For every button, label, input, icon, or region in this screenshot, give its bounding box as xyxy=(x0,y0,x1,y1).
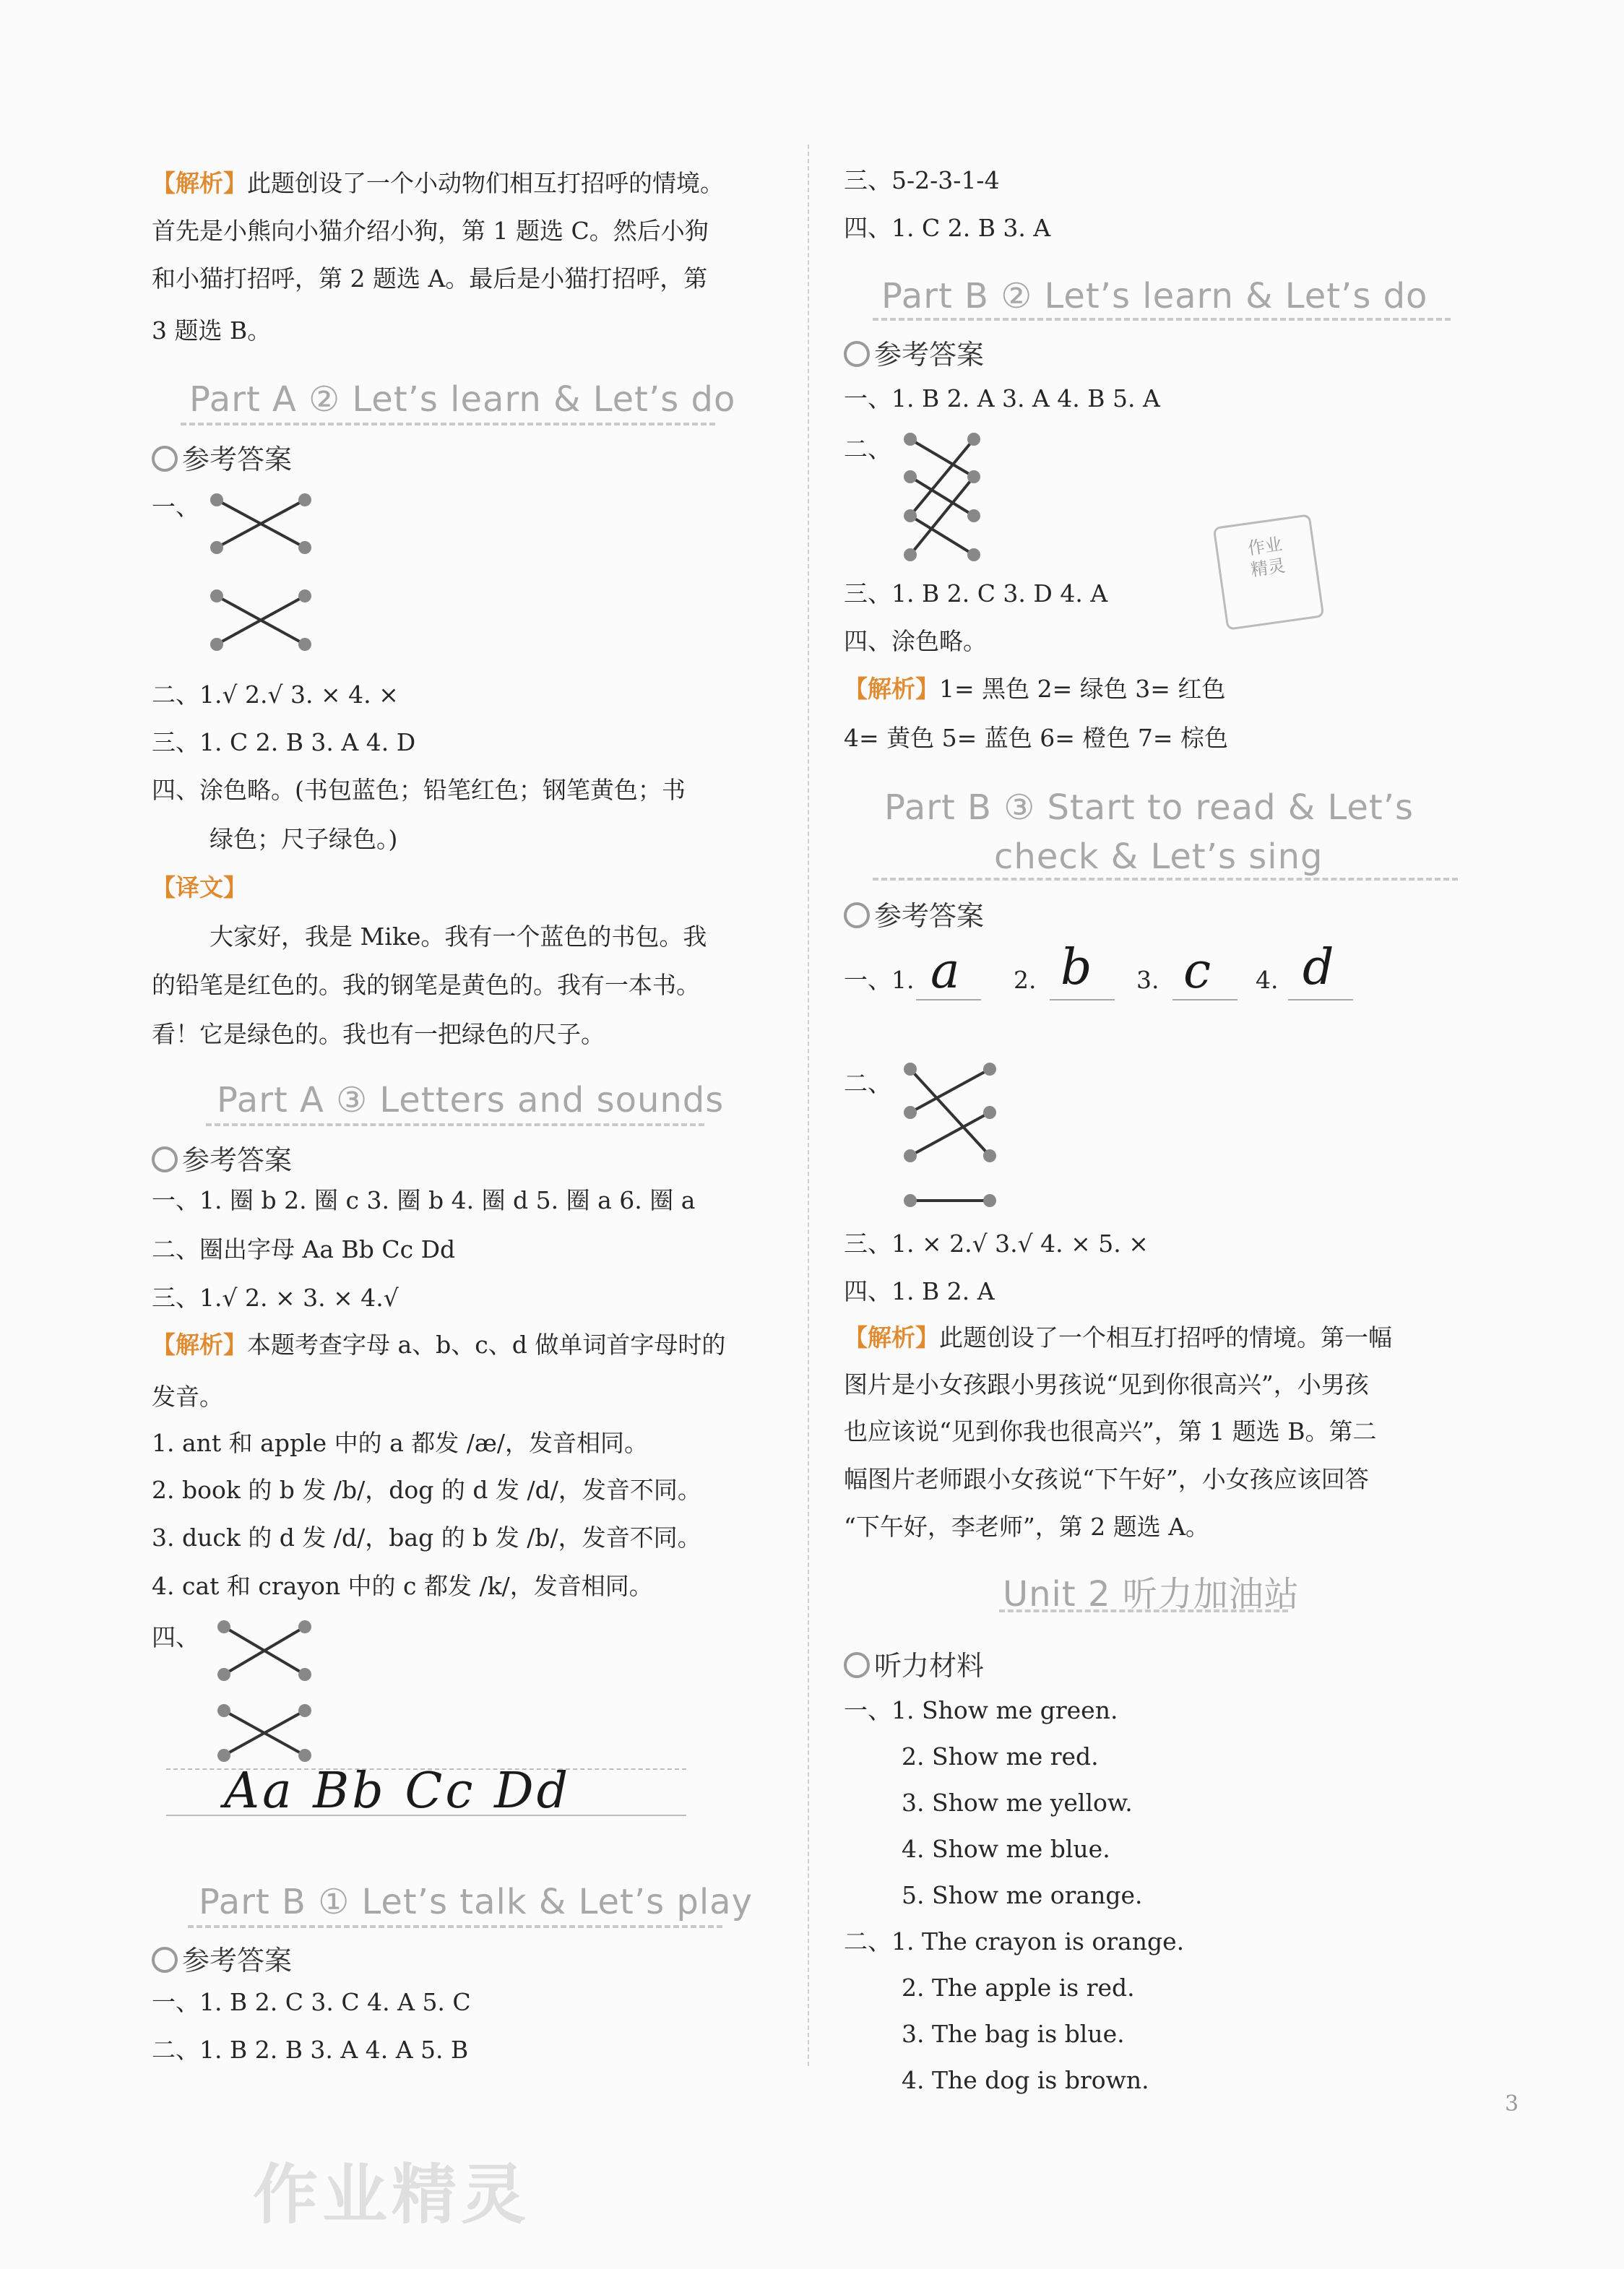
listening-line: 二、1. The crayon is orange. xyxy=(844,1927,1185,1955)
writing-line xyxy=(1288,999,1353,1000)
magnifier-icon xyxy=(152,1947,178,1973)
title-underline xyxy=(206,1123,704,1126)
question-1: 一、1. 圈 b 2. 圈 c 3. 圈 b 4. 圈 d 5. 圈 a 6. 圈 a xyxy=(152,1186,696,1214)
question-1: 一、1. B 2. A 3. A 4. B 5. A xyxy=(844,384,1160,412)
unit-title: Unit 2 听力加油站 xyxy=(1003,1574,1300,1615)
analysis-line: 也应该说“见到你我也很高兴”，第 1 题选 B。第二 xyxy=(844,1417,1377,1445)
handwritten-letter: d xyxy=(1303,939,1334,996)
analysis-item: 2. book 的 b 发 /b/，dog 的 d 发 /d/，发音不同。 xyxy=(152,1476,701,1504)
analysis-line: 和小猫打招呼，第 2 题选 A。最后是小猫打招呼，第 xyxy=(152,264,708,293)
analysis-tag: 【解析】 xyxy=(152,1331,247,1359)
matching-lines-diagram xyxy=(902,432,988,569)
answers-label: 参考答案 xyxy=(874,339,985,371)
listening-line: 2. Show me red. xyxy=(902,1742,1099,1771)
magnifier-icon xyxy=(844,341,870,367)
question-4: 四、1. B 2. A xyxy=(844,1277,995,1305)
section-title-a2: Part A ② Let’s learn & Let’s do xyxy=(189,379,736,420)
question-3: 三、1. C 2. B 3. A 4. D xyxy=(152,728,416,756)
analysis-tag: 【解析】 xyxy=(844,1323,939,1352)
question-2: 二、1.√ 2.√ 3. × 4. × xyxy=(152,680,399,709)
stamp-line: 精灵 xyxy=(1249,555,1287,581)
translation-line: 大家好，我是 Mike。我有一个蓝色的书包。我 xyxy=(210,922,707,951)
page-number: 3 xyxy=(1505,2091,1519,2117)
magnifier-icon xyxy=(844,1652,870,1678)
question-4-cont: 绿色；尺子绿色。) xyxy=(210,825,398,853)
analysis-line: 图片是小女孩跟小男孩说“见到你很高兴”，小男孩 xyxy=(844,1370,1369,1399)
analysis-line xyxy=(152,168,724,199)
title-underline xyxy=(999,1609,1288,1612)
title-underline xyxy=(873,318,1451,321)
listening-line: 4. The dog is brown. xyxy=(902,2066,1149,2094)
listening-line: 4. Show me blue. xyxy=(902,1835,1110,1863)
analysis-tag: 【解析】 xyxy=(152,169,247,197)
listening-line: 3. Show me yellow. xyxy=(902,1789,1133,1817)
matching-lines-diagram xyxy=(902,1062,1010,1214)
analysis-item: 1. ant 和 apple 中的 a 都发 /æ/，发音相同。 xyxy=(152,1429,649,1457)
handwritten-letters: Aa Bb Cc Dd xyxy=(224,1763,571,1820)
stamp-logo xyxy=(1213,514,1325,631)
magnifier-icon xyxy=(152,446,178,472)
listening-line: 3. The bag is blue. xyxy=(902,2020,1125,2048)
title-underline xyxy=(873,878,1458,881)
stamp-line: 作业 xyxy=(1246,534,1284,559)
question-4: 四、涂色略。(书包蓝色；铅笔红色；钢笔黄色；书 xyxy=(152,776,686,804)
question-4-label: 四、 xyxy=(152,1623,199,1651)
question-4: 四、涂色略。 xyxy=(844,627,987,655)
analysis-line xyxy=(152,1329,725,1361)
section-title-b3-line1: Part B ③ Start to read & Let’s xyxy=(884,787,1414,828)
writing-line xyxy=(1050,999,1115,1000)
question-1-label: 一、1. xyxy=(844,966,915,994)
handwritten-letter: a xyxy=(930,943,960,1000)
analysis-item: 4. cat 和 crayon 中的 c 都发 /k/，发音相同。 xyxy=(152,1572,653,1600)
analysis-line: 首先是小熊向小猫介绍小狗，第 1 题选 C。然后小狗 xyxy=(152,217,709,245)
question-3: 三、1. B 2. C 3. D 4. A xyxy=(844,579,1108,608)
question-1-label: 一、 xyxy=(152,493,199,521)
analysis-text: 此题创设了一个相互打招呼的情境。第一幅 xyxy=(939,1323,1392,1352)
answers-label: 参考答案 xyxy=(874,900,985,932)
question-3: 三、1.√ 2. × 3. × 4.√ xyxy=(152,1284,399,1312)
item-number: 4. xyxy=(1256,966,1279,994)
analysis-line: 4= 黄色 5= 蓝色 6= 橙色 7= 棕色 xyxy=(844,724,1229,752)
question-2-label: 二、 xyxy=(844,1069,891,1097)
question-1: 一、1. B 2. C 3. C 4. A 5. C xyxy=(152,1988,471,2016)
title-underline xyxy=(181,423,715,425)
section-title-a3: Part A ③ Letters and sounds xyxy=(217,1080,725,1120)
title-underline xyxy=(188,1925,722,1928)
analysis-line: 幅图片老师跟小女孩说“下午好”，小女孩应该回答 xyxy=(844,1465,1369,1493)
analysis-text: 此题创设了一个小动物们相互打招呼的情境。 xyxy=(247,169,724,197)
question-2: 二、圈出字母 Aa Bb Cc Dd xyxy=(152,1235,456,1263)
magnifier-icon xyxy=(152,1146,178,1172)
analysis-tag: 【解析】 xyxy=(844,675,939,703)
section-title-b2: Part B ② Let’s learn & Let’s do xyxy=(881,276,1428,316)
materials-heading xyxy=(844,1643,984,1683)
answers-heading xyxy=(844,894,984,933)
analysis-text: 1= 黑色 2= 绿色 3= 红色 xyxy=(939,675,1226,703)
answers-heading xyxy=(152,437,292,477)
writing-line xyxy=(1172,999,1238,1000)
translation-line: 看！它是绿色的。我也有一把绿色的尺子。 xyxy=(152,1020,605,1048)
analysis-line xyxy=(844,1322,1392,1354)
matching-lines-diagram xyxy=(217,1618,325,1763)
analysis-item: 3. duck 的 d 发 /d/，bag 的 b 发 /b/，发音不同。 xyxy=(152,1524,701,1552)
answers-heading xyxy=(152,1938,292,1978)
item-number: 2. xyxy=(1014,966,1037,994)
question-2: 二、1. B 2. B 3. A 4. A 5. B xyxy=(152,2036,469,2064)
translation-tag: 【译文】 xyxy=(152,873,247,902)
answers-label: 参考答案 xyxy=(182,1144,293,1176)
section-title-b3-line2: check & Let’s sing xyxy=(994,837,1323,877)
analysis-line: “下午好，李老师”，第 2 题选 A。 xyxy=(844,1513,1210,1541)
answers-heading xyxy=(844,332,984,372)
item-number: 3. xyxy=(1136,966,1159,994)
column-divider xyxy=(808,144,809,2066)
answers-label: 参考答案 xyxy=(182,1945,293,1976)
listening-line: 2. The apple is red. xyxy=(902,1974,1135,2002)
handwritten-letter: c xyxy=(1183,943,1211,1000)
listening-line: 5. Show me orange. xyxy=(902,1881,1143,1909)
analysis-line: 3 题选 B。 xyxy=(152,316,272,345)
section-title-b1: Part B ① Let’s talk & Let’s play xyxy=(199,1882,753,1922)
translation-line: 的铅笔是红色的。我的钢笔是黄色的。我有一本书。 xyxy=(152,971,700,999)
handwritten-letter: b xyxy=(1061,939,1092,996)
watermark: 作业精灵 xyxy=(253,2157,530,2233)
magnifier-icon xyxy=(844,902,870,928)
question-3: 三、5-2-3-1-4 xyxy=(844,166,1000,194)
analysis-line xyxy=(844,673,1225,705)
answers-label: 参考答案 xyxy=(182,444,293,475)
listening-line: 一、1. Show me green. xyxy=(844,1696,1118,1724)
writing-line xyxy=(916,999,981,1000)
materials-label: 听力材料 xyxy=(874,1650,985,1682)
question-4: 四、1. C 2. B 3. A xyxy=(844,214,1051,242)
analysis-text: 本题考查字母 a、b、c、d 做单词首字母时的 xyxy=(247,1331,726,1359)
analysis-line: 发音。 xyxy=(152,1383,223,1411)
question-3: 三、1. × 2.√ 3.√ 4. × 5. × xyxy=(844,1229,1149,1258)
matching-lines-diagram xyxy=(210,491,318,650)
question-2-label: 二、 xyxy=(844,435,891,463)
answers-heading xyxy=(152,1138,292,1177)
